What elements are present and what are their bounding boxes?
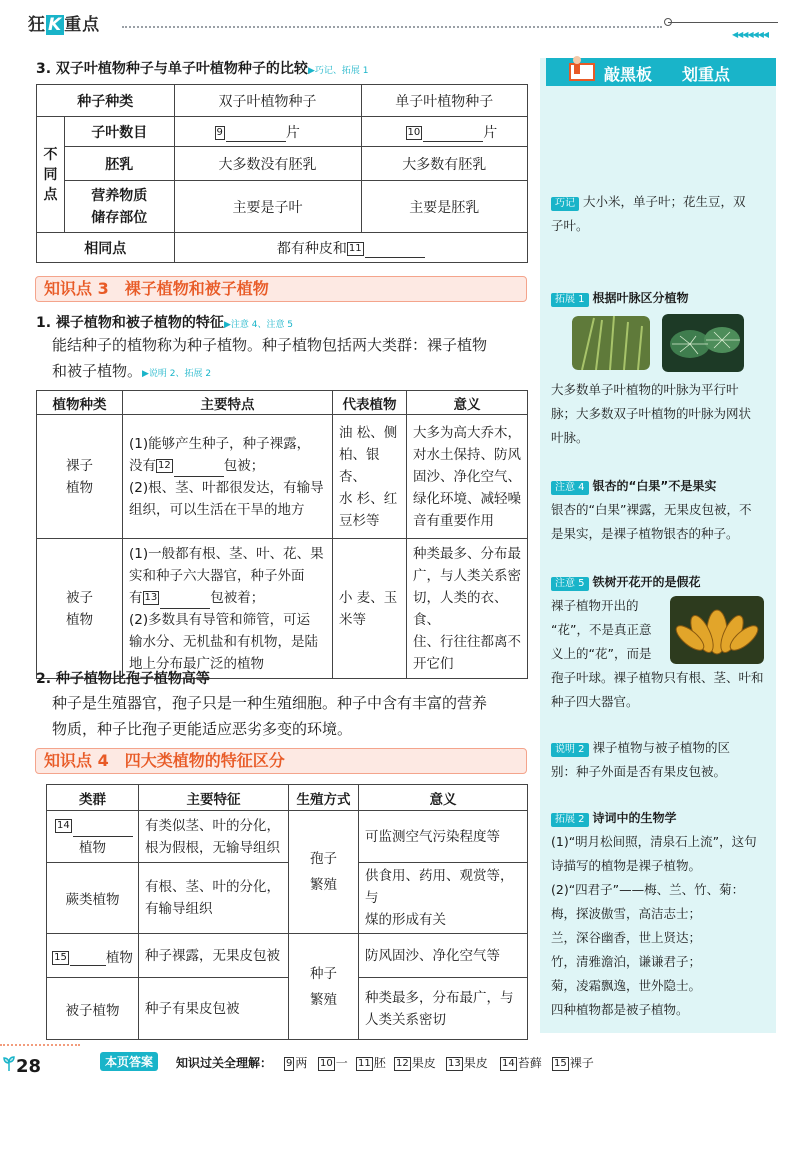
answer-10: 10 一	[320, 1056, 348, 1070]
ang-name: 被子植物	[37, 539, 123, 679]
seed-comparison-table	[36, 84, 528, 263]
answer-14: 14 苔藓	[502, 1056, 542, 1070]
blackboard-icon	[568, 54, 596, 84]
ang-significance: 种类最多、分布最 广，与人类关系密 切，人类的衣、食、 住、行往往都离不 开它们	[407, 539, 528, 679]
note4-tag: 注意 4	[551, 481, 589, 495]
moss-name: 14 植物	[47, 811, 139, 863]
th-features: 主要特点	[123, 391, 333, 415]
exp2-tag: 说明 2	[551, 743, 589, 757]
exp2-block: 说明 2 裸子植物与被子植物的区 别：种子外面是否有果皮包被。	[551, 740, 731, 779]
monocot-leaf-photo	[572, 316, 650, 370]
ext1-text: 大多数单子叶植物的叶脉为平行叶 脉；大多数双子叶植物的叶脉为网状 叶脉。	[551, 382, 752, 445]
section3-title: 3. 双子叶植物种子与单子叶植物种子的比较▶巧记、拓展 1	[36, 61, 369, 77]
ext1-tag: 拓展 1	[551, 293, 589, 307]
gym-significance: 大多为高大乔木， 对水土保持、防风 固沙、净化空气、 绿化环境、减轻噪 音有重要作用	[407, 415, 528, 539]
row-cotyledon-label: 子叶数目	[65, 117, 175, 147]
cell-monocot-storage: 主要是胚乳	[361, 181, 527, 233]
plant-sprout-icon	[2, 1054, 16, 1072]
cell-dicot-storage: 主要是子叶	[174, 181, 361, 233]
cell-monocot-endosperm: 大多数有胚乳	[361, 147, 527, 181]
cell-dicot-cotyledon: 9 片	[174, 117, 361, 147]
th-meaning: 意义	[359, 785, 528, 811]
seed-reproduction: 种子 繁殖	[289, 934, 359, 1040]
moss-meaning: 可监测空气污染程度等	[359, 811, 528, 863]
ext2-block: 拓展 2 诗词中的生物学 (1)“明月松间照，清泉石上流”，这句 诗描写的植物是裸子植物。 (2)“四君子”——梅、兰、竹、菊： 梅，探波傲雪，高洁志士； 兰，深谷幽香，世上贤达； 竹，清雅澹泊，谦谦君子； 菊，凌霜飘逸，世外隐士。 四种植物都是被子植物。	[551, 811, 757, 1017]
kp3-1-ref2: ▶说明 2、拓展 2	[142, 369, 212, 379]
four-groups-table	[46, 784, 528, 1040]
th-seed-type: 种子种类	[37, 85, 175, 117]
gym2-features: 种子裸露，无果皮包被	[139, 934, 289, 978]
cycad-flower-photo	[670, 596, 764, 664]
ang2-features: 种子有果皮包被	[139, 978, 289, 1040]
sidebar-title-2: 划重点	[682, 65, 731, 84]
cell-monocot-cotyledon: 10 片	[361, 117, 527, 147]
section3-ref: ▶巧记、拓展 1	[307, 66, 369, 76]
row-endosperm-label: 胚乳	[65, 147, 175, 181]
kp3-banner: 知识点 3 裸子植物和被子植物	[35, 276, 527, 302]
fern-features: 有根、茎、叶的分化， 有输导组织	[139, 863, 289, 934]
ang-features: (1)一般都有根、茎、叶、花、果 实和种子六大器官，种子外面 有 13 包被着； (2)多数具有导管和筛管，可运 输水分、无机盐和有机物，是陆 地上分布最广泛的植物	[123, 539, 333, 679]
th-reproduction: 生殖方式	[289, 785, 359, 811]
answer-label: 知识过关全理解：	[176, 1056, 273, 1070]
diff-label: 不同点	[37, 117, 65, 233]
dicot-leaf-photo	[662, 314, 744, 372]
spore-reproduction: 孢子 繁殖	[289, 811, 359, 934]
ext2-tag: 拓展 2	[551, 813, 589, 827]
th-significance: 意义	[407, 391, 528, 415]
same-label: 相同点	[37, 233, 175, 263]
kp3-1-text: 能结种子的植物称为种子植物。种子植物包括两大类群：裸子植物 和被子植物。▶说明 2、拓展 2	[52, 336, 488, 380]
ext1-block: 拓展 1 根据叶脉区分植物	[551, 286, 773, 310]
answer-9: 9 两	[286, 1056, 308, 1070]
gym-name: 裸子植物	[37, 415, 123, 539]
footer-dotted-rule	[0, 1044, 80, 1046]
note4-block: 注意 4 银杏的“白果”不是果实 银杏的“白果”裸露，无果皮包被，不 是果实，是裸子植物银杏的种子。	[551, 479, 752, 541]
answer-13: 13 果皮	[448, 1056, 488, 1070]
kp3-1-ref: ▶注意 4、注意 5	[223, 320, 294, 330]
th-monocot: 单子叶植物种子	[361, 85, 527, 117]
fern-meaning: 供食用、药用、观赏等，与 煤的形成有关	[359, 863, 528, 934]
gym-representatives: 油 松、侧 柏、银杏、 水 杉、红 豆杉等	[333, 415, 407, 539]
row-storage-label: 营养物质储存部位	[65, 181, 175, 233]
answer-15: 15 裸子	[554, 1056, 594, 1070]
kp3-1-title: 1. 裸子植物和被子植物的特征▶注意 4、注意 5	[36, 315, 294, 331]
ang2-name: 被子植物	[47, 978, 139, 1040]
cell-dicot-endosperm: 大多数没有胚乳	[174, 147, 361, 181]
th-plant-type: 植物种类	[37, 391, 123, 415]
th-representatives: 代表植物	[333, 391, 407, 415]
answer-11: 11 胚	[358, 1056, 386, 1070]
note5-tag: 注意 5	[551, 577, 589, 591]
answer-tag: 本页答案	[100, 1052, 158, 1071]
page-number: 28	[16, 1056, 42, 1077]
th-main-features: 主要特征	[139, 785, 289, 811]
kp3-2-text: 种子是生殖器官，孢子只是一种生殖细胞。种子中含有丰富的营养 物质，种子比孢子更能适应恶劣多变的环境。	[52, 694, 488, 738]
header-dotted-rule	[122, 26, 662, 28]
brand-logo: 狂 K 重点	[28, 15, 101, 35]
note5-block: 注意 5 铁树开花开的是假花 裸子植物开出的 “花”，不是真正意 义上的“花”，而是 孢子叶球。裸子植物只有根、茎、叶和 种子四大器官。	[551, 575, 764, 709]
gym-features: (1)能够产生种子，种子裸露， 没有 12 包被； (2)根、茎、叶都很发达，有输导 组织，可以生活在干旱的地方	[123, 415, 333, 539]
sidebar-title-1: 敲黑板	[604, 65, 653, 84]
th-dicot: 双子叶植物种子	[174, 85, 361, 117]
ang2-meaning: 种类最多，分布最广，与 人类关系密切	[359, 978, 528, 1040]
tip-block: 巧记 大小米，单子叶；花生豆，双 子叶。	[551, 194, 746, 233]
gym2-meaning: 防风固沙、净化空气等	[359, 934, 528, 978]
fern-name: 蕨类植物	[47, 863, 139, 934]
header-triangles: ◀◀◀◀◀◀◀	[732, 30, 769, 39]
kp3-2-title: 2. 种子植物比孢子植物高等	[36, 671, 210, 687]
ang-representatives: 小 麦、玉 米等	[333, 539, 407, 679]
tip-tag: 巧记	[551, 197, 579, 211]
moss-features: 有类似茎、叶的分化， 根为假根，无输导组织	[139, 811, 289, 863]
th-group: 类群	[47, 785, 139, 811]
gym2-name: 15 植物	[47, 934, 139, 978]
cell-same: 都有种皮和 11	[174, 233, 527, 263]
kp4-banner: 知识点 4 四大类植物的特征区分	[35, 748, 527, 774]
answer-12: 12 果皮	[396, 1056, 436, 1070]
sidebar-header	[546, 58, 776, 86]
plant-type-table	[36, 390, 528, 679]
header-rule	[668, 22, 778, 23]
